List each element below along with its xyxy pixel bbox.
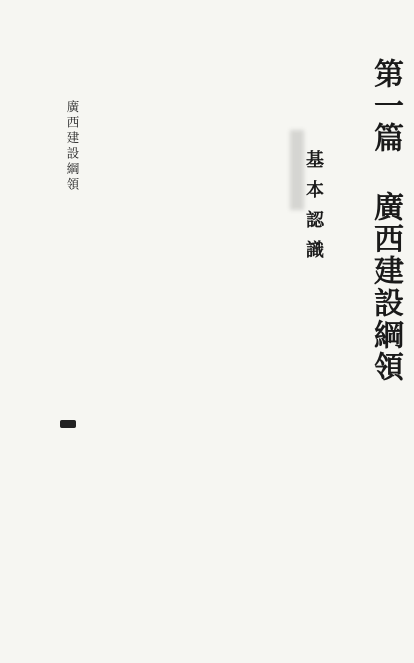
section-title: 基本認識 [303,150,324,270]
chapter-title: 第一篇 廣西建設綱領 [368,58,403,383]
document-signature: 廣西建設綱領 [65,100,80,193]
ink-smudge [290,130,304,210]
ink-mark [60,420,76,428]
